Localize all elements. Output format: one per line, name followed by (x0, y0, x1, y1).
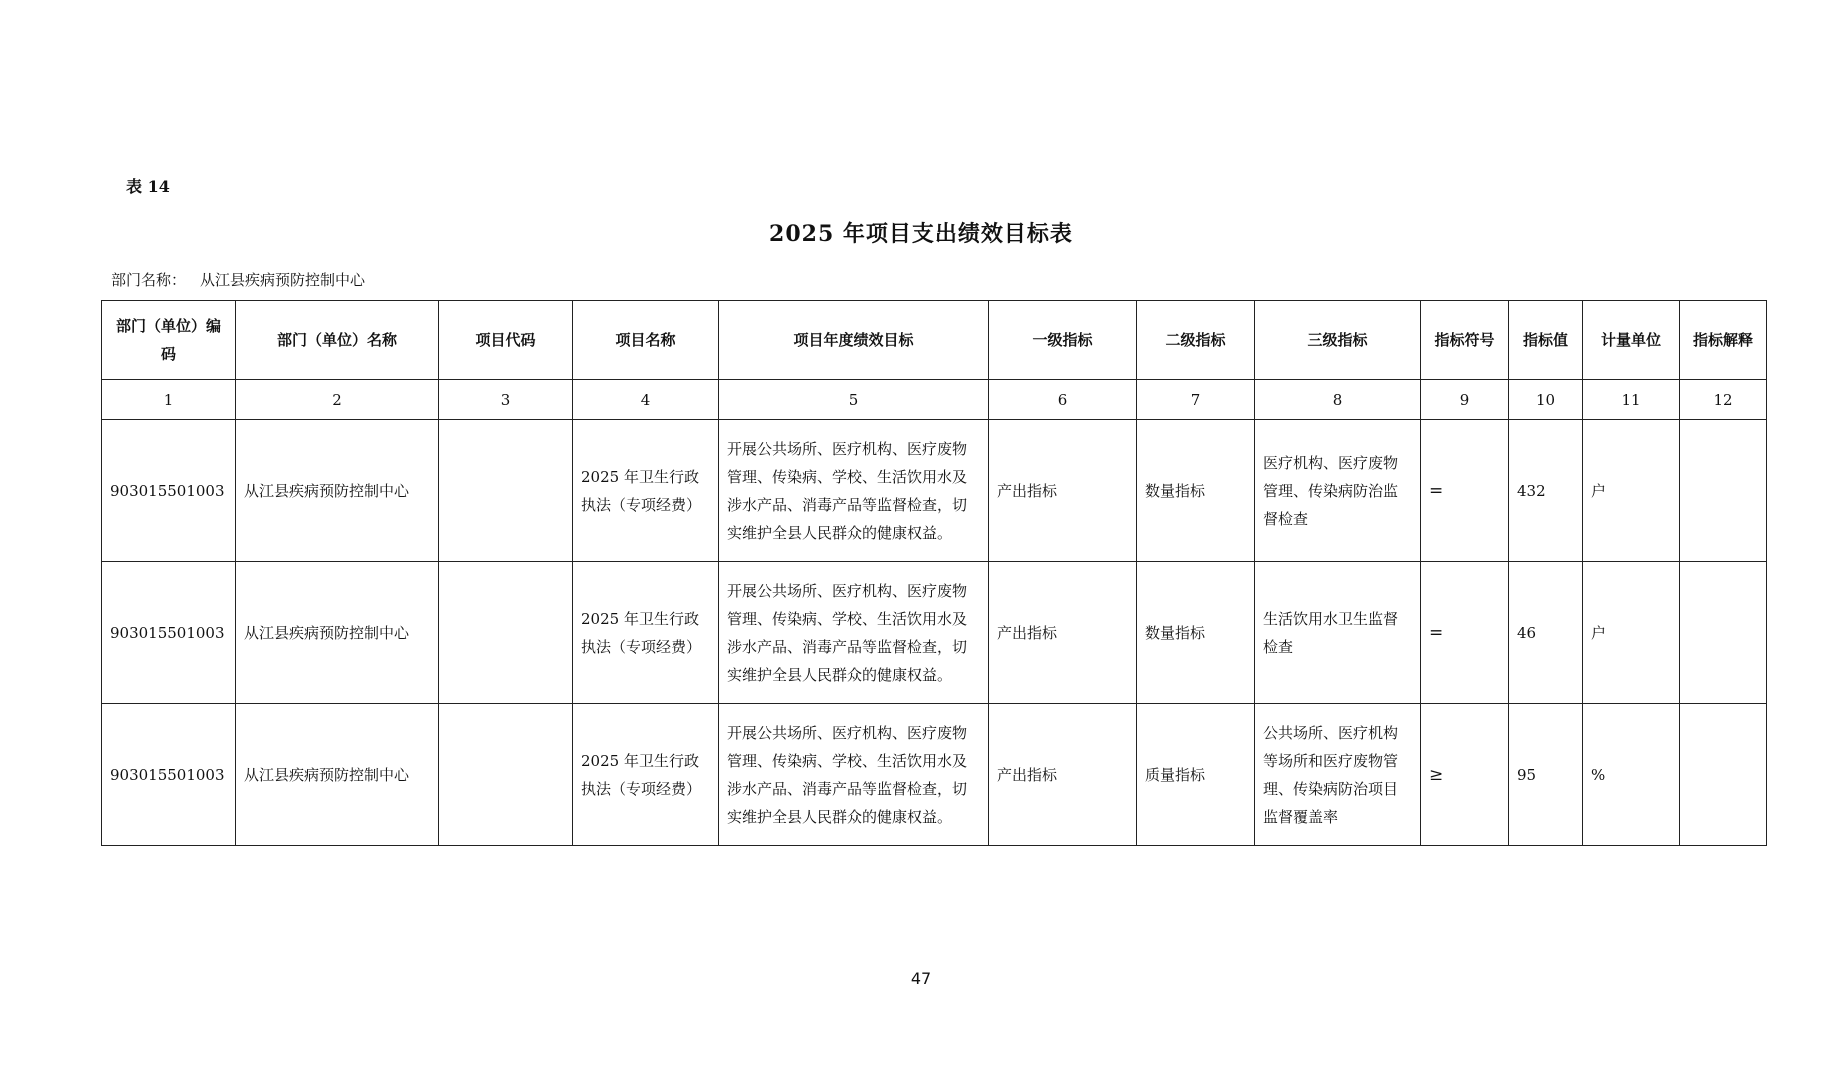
cell-level3-indicator: 公共场所、医疗机构等场所和医疗废物管理、传染病防治项目监督覆盖率 (1255, 704, 1421, 846)
cell-measure-unit: % (1583, 704, 1680, 846)
cell-indicator-value: 95 (1509, 704, 1583, 846)
cell-unit-code: 903015501003 (102, 704, 236, 846)
cell-unit-code: 903015501003 (102, 562, 236, 704)
column-number: 12 (1680, 380, 1767, 420)
table-label: 表 14 (126, 177, 170, 196)
header-indicator-explanation: 指标解释 (1680, 301, 1767, 380)
page-title: 2025 年项目支出绩效目标表 (769, 221, 1073, 247)
column-number: 7 (1137, 380, 1255, 420)
department-line (111, 269, 365, 290)
column-number: 10 (1509, 380, 1583, 420)
column-number: 3 (439, 380, 573, 420)
header-measure-unit: 计量单位 (1583, 301, 1680, 380)
cell-unit-code: 903015501003 (102, 420, 236, 562)
performance-target-table (101, 300, 1767, 846)
department-label: 部门名称： (111, 271, 187, 289)
cell-level1-indicator: 产出指标 (989, 420, 1137, 562)
column-number: 11 (1583, 380, 1680, 420)
department-name: 从江县疾病预防控制中心 (200, 271, 366, 289)
cell-level2-indicator: 数量指标 (1137, 562, 1255, 704)
cell-indicator-symbol: ≥ (1421, 704, 1509, 846)
cell-annual-goal: 开展公共场所、医疗机构、医疗废物管理、传染病、学校、生活饮用水及涉水产品、消毒产品等监督检查，切实维护全县人民群众的健康权益。 (719, 704, 989, 846)
header-indicator-symbol: 指标符号 (1421, 301, 1509, 380)
cell-level1-indicator: 产出指标 (989, 704, 1137, 846)
cell-indicator-explanation (1680, 562, 1767, 704)
column-number: 8 (1255, 380, 1421, 420)
cell-indicator-explanation (1680, 704, 1767, 846)
column-number: 2 (236, 380, 439, 420)
table-row (102, 704, 1767, 846)
header-level3-indicator: 三级指标 (1255, 301, 1421, 380)
cell-level3-indicator: 生活饮用水卫生监督检查 (1255, 562, 1421, 704)
column-number: 6 (989, 380, 1137, 420)
cell-level3-indicator: 医疗机构、医疗废物管理、传染病防治监督检查 (1255, 420, 1421, 562)
cell-annual-goal: 开展公共场所、医疗机构、医疗废物管理、传染病、学校、生活饮用水及涉水产品、消毒产品等监督检查，切实维护全县人民群众的健康权益。 (719, 562, 989, 704)
cell-unit-name: 从江县疾病预防控制中心 (236, 704, 439, 846)
header-level2-indicator: 二级指标 (1137, 301, 1255, 380)
cell-project-name: 2025 年卫生行政执法（专项经费） (573, 704, 719, 846)
header-unit-name: 部门（单位）名称 (236, 301, 439, 380)
cell-measure-unit: 户 (1583, 562, 1680, 704)
header-unit-code: 部门（单位）编码 (102, 301, 236, 380)
cell-project-code (439, 420, 573, 562)
column-number-row (102, 380, 1767, 420)
header-project-name: 项目名称 (573, 301, 719, 380)
table-header-row (102, 301, 1767, 380)
cell-project-name: 2025 年卫生行政执法（专项经费） (573, 562, 719, 704)
cell-project-name: 2025 年卫生行政执法（专项经费） (573, 420, 719, 562)
cell-measure-unit: 户 (1583, 420, 1680, 562)
cell-unit-name: 从江县疾病预防控制中心 (236, 420, 439, 562)
cell-indicator-value: 46 (1509, 562, 1583, 704)
header-indicator-value: 指标值 (1509, 301, 1583, 380)
page-number: 47 (910, 969, 932, 988)
column-number: 9 (1421, 380, 1509, 420)
column-number: 1 (102, 380, 236, 420)
cell-project-code (439, 562, 573, 704)
cell-level1-indicator: 产出指标 (989, 562, 1137, 704)
table-row (102, 562, 1767, 704)
header-project-code: 项目代码 (439, 301, 573, 380)
table-row (102, 420, 1767, 562)
column-number: 5 (719, 380, 989, 420)
cell-indicator-symbol: = (1421, 420, 1509, 562)
header-level1-indicator: 一级指标 (989, 301, 1137, 380)
cell-level2-indicator: 数量指标 (1137, 420, 1255, 562)
cell-indicator-value: 432 (1509, 420, 1583, 562)
cell-indicator-explanation (1680, 420, 1767, 562)
cell-unit-name: 从江县疾病预防控制中心 (236, 562, 439, 704)
header-annual-goal: 项目年度绩效目标 (719, 301, 989, 380)
cell-level2-indicator: 质量指标 (1137, 704, 1255, 846)
cell-project-code (439, 704, 573, 846)
cell-indicator-symbol: = (1421, 562, 1509, 704)
column-number: 4 (573, 380, 719, 420)
cell-annual-goal: 开展公共场所、医疗机构、医疗废物管理、传染病、学校、生活饮用水及涉水产品、消毒产品等监督检查，切实维护全县人民群众的健康权益。 (719, 420, 989, 562)
